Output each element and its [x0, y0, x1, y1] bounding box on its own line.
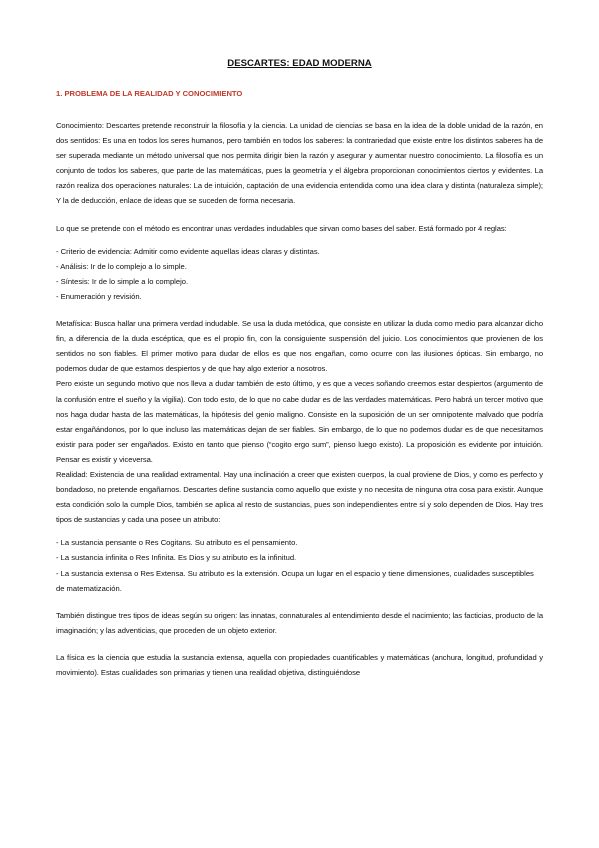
paragraph-fisica: La física es la ciencia que estudia la sustancia extensa, aquella con propiedades cuantificables y matemáticas (anchura, longitud, profundidad y movimiento). Estas cualidades son primarias y tienen una realidad objetiva, distinguiéndose [56, 652, 543, 677]
paragraph-realidad: Realidad: Existencia de una realidad extramental. Hay una inclinación a creer que existen cuerpos, la cual proviene de Dios, y como es perfecto y bondadoso, no pretende engañarnos. Descartes define sustancia como aquello que existe y no necesita de ninguna otra cosa para existir. Aunque esta condición solo la cumple Dios, también se aplica al resto de sustancias, pues son independientes entre sí y solo dependen de Dios. Hay tres tipos de sustancias y cada una posee un atributo: [56, 469, 543, 525]
rules-list [56, 244, 543, 304]
list-item: - La sustancia infinita o Res Infinita. Es Dios y su atributo es la infinitud. [56, 553, 297, 563]
paragraph-conocimiento: Conocimiento: Descartes pretende reconstruir la filosofía y la ciencia. La unidad de ciencias se basa en la idea de la doble unidad de la razón, en dos sentidos: Es una en todos los seres humanos, pero también en todos los saberes: la contrariedad que existe entre los distintos saberes ha de ser superada mediante un método universal que nos permita dirigir bien la razón y asegurar y aumentar nuestro conocimiento. La filosofía es un conjunto de todos los saberes, que parte de las matemáticas, pues la geometría y el álgebra proporcionan conocimientos ciertos y evidentes. La razón realiza dos operaciones naturales: La de intuición, captación de una evidencia entendida como una idea clara y distinta (naturaleza simple); Y la de deducción, enlace de ideas que se suceden de forma necesaria. [56, 121, 543, 206]
list-item: - Análisis: Ir de lo complejo a lo simple. [56, 261, 187, 271]
list-item: - Enumeración y revisión. [56, 291, 142, 301]
section-heading: 1. PROBLEMA DE LA REALIDAD Y CONOCIMIENTO [56, 89, 243, 98]
substances-list [56, 535, 543, 595]
list-item: - La sustancia pensante o Res Cogitans. Su atributo es el pensamiento. [56, 538, 298, 548]
paragraph-ideas: También distingue tres tipos de ideas según su origen: las innatas, connaturales al entendimiento desde el nacimiento; las facticias, producto de la imaginación; y las adventicias, que proceden de un objeto exterior. [56, 610, 543, 635]
list-item: - Síntesis: Ir de lo simple a lo complejo. [56, 276, 189, 286]
paragraph-duda: Pero existe un segundo motivo que nos lleva a dudar también de esto último, y es que a veces soñando creemos estar despiertos (argumento de la confusión entre el sueño y la vigilia). Con todo esto, de lo que no cabe dudar es de las verdades matemáticas. Pero habrá un tercer motivo que nos haga dudar hasta de las matemáticas, la hipótesis del genio maligno. Consiste en la suposición de un ser omnipotente malvado que podría estar engañándonos, por lo que incluso las matemáticas dejan de ser fiables. Sin embargo, de lo que no podemos dudar es de que necesitamos existir para poder ser engañados. Existo en tanto que pienso (“cogito ergo sum”, pienso luego existo). La proposición es evidente por intuición. Pensar es existir y viceversa. [56, 379, 543, 464]
list-item: - La sustancia extensa o Res Extensa. Su atributo es la extensión. Ocupa un lugar en el espacio y tiene dimensiones, cualidades susceptibles de matematización. [56, 568, 534, 593]
document-content [56, 58, 543, 680]
page-title: DESCARTES: EDAD MODERNA [227, 58, 372, 69]
paragraph-metodo: Lo que se pretende con el método es encontrar unas verdades indudables que sirvan como bases del saber. Está formado por 4 reglas: [56, 223, 507, 233]
paragraph-metafisica: Metafísica: Busca hallar una primera verdad indudable. Se usa la duda metódica, que consiste en utilizar la duda como medio para alcanzar dicho fin, a diferencia de la duda escéptica, que es el propio fin, con la consiguiente suspensión del juicio. Los conocimientos que provienen de los sentidos no son fiables. El primer motivo para dudar de ellos es que nos engañan, como ocurre con las ilusiones ópticas. Sin embargo, no podemos dudar de que estamos despiertos y de que hay algo exterior a nosotros. [56, 319, 543, 374]
list-item: - Criterio de evidencia: Admitir como evidente aquellas ideas claras y distintas. [56, 246, 320, 256]
